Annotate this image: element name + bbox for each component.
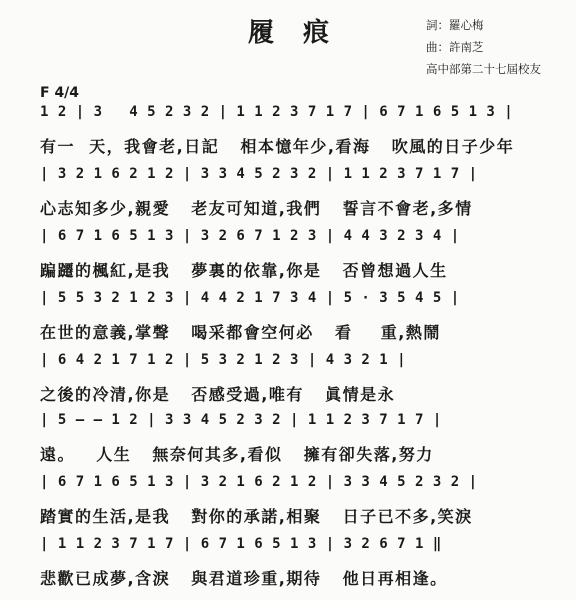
notation-line: | 1 1 2 3 7 1 7 | 6 7 1 6 5 1 3 | 3 2 6 7 1 ‖ bbox=[40, 536, 442, 552]
lyrics-line: 遠。 人生 無奈何其多,看似 擁有卻失落,努力 bbox=[40, 445, 434, 464]
score-system-1 bbox=[40, 104, 572, 164]
score-system-4 bbox=[40, 290, 572, 350]
lyrics-line: 心志知多少,親愛 老友可知道,我們 誓言不會老,多情 bbox=[40, 199, 473, 218]
lyrics-line: 在世的意義,掌聲 喝采都會空何必 看 重,熱鬧 bbox=[40, 323, 441, 342]
score-system-8 bbox=[40, 536, 572, 596]
score-system-6 bbox=[40, 412, 572, 472]
score-system-7 bbox=[40, 474, 572, 534]
notation-line: | 3 2 1 6 2 1 2 | 3 3 4 5 2 3 2 | 1 1 2 3 7 1 7 | bbox=[40, 166, 478, 182]
school-credit: 高中部第二十七屆校友 bbox=[426, 62, 541, 76]
lyrics-line: 有一 天，我會老,日記 相本憶年少,看海 吹風的日子少年 bbox=[40, 137, 515, 156]
notation-line: | 5 — — 1 2 | 3 3 4 5 2 3 2 | 1 1 2 3 7 1 7 | bbox=[40, 412, 442, 428]
notation-line: | 6 7 1 6 5 1 3 | 3 2 6 7 1 2 3 | 4 4 3 2 3 4 | bbox=[40, 228, 460, 244]
lyrics-line: 踏實的生活,是我 對你的承諾,相聚 日子已不多,笑淚 bbox=[40, 507, 473, 526]
lyrics-line: 之後的冷清,你是 否感受過,唯有 眞情是永 bbox=[40, 385, 396, 404]
notation-line: | 6 7 1 6 5 1 3 | 3 2 1 6 2 1 2 | 3 3 4 5 2 3 2 | bbox=[40, 474, 478, 490]
notation-line: | 6 4 2 1 7 1 2 | 5 3 2 1 2 3 | 4 3 2 1 | bbox=[40, 352, 407, 368]
lyricist-credit: 詞：羅心梅 bbox=[426, 18, 484, 32]
lyrics-line: 悲歡已成夢,含淚 與君道珍重,期待 他日再相逢。 bbox=[40, 569, 448, 588]
notation-line: 1 2 | 3 4 5 2 3 2 | 1 1 2 3 7 1 7 | 6 7 1 6 5 1 3 | bbox=[40, 104, 514, 120]
song-title: 履 痕 bbox=[248, 18, 340, 48]
key-signature: F 4/4 bbox=[40, 85, 80, 101]
score-system-2 bbox=[40, 166, 572, 226]
score-system-3 bbox=[40, 228, 572, 288]
notation-line: | 5 5 3 2 1 2 3 | 4 4 2 1 7 3 4 | 5 · 3 5 4 5 | bbox=[40, 290, 460, 306]
lyrics-line: 蹁躚的楓紅,是我 夢裏的依靠,你是 否曾想過人生 bbox=[40, 261, 448, 280]
composer-credit: 曲：許南芝 bbox=[426, 40, 484, 54]
credits-block bbox=[426, 14, 541, 80]
score-system-5 bbox=[40, 352, 572, 412]
